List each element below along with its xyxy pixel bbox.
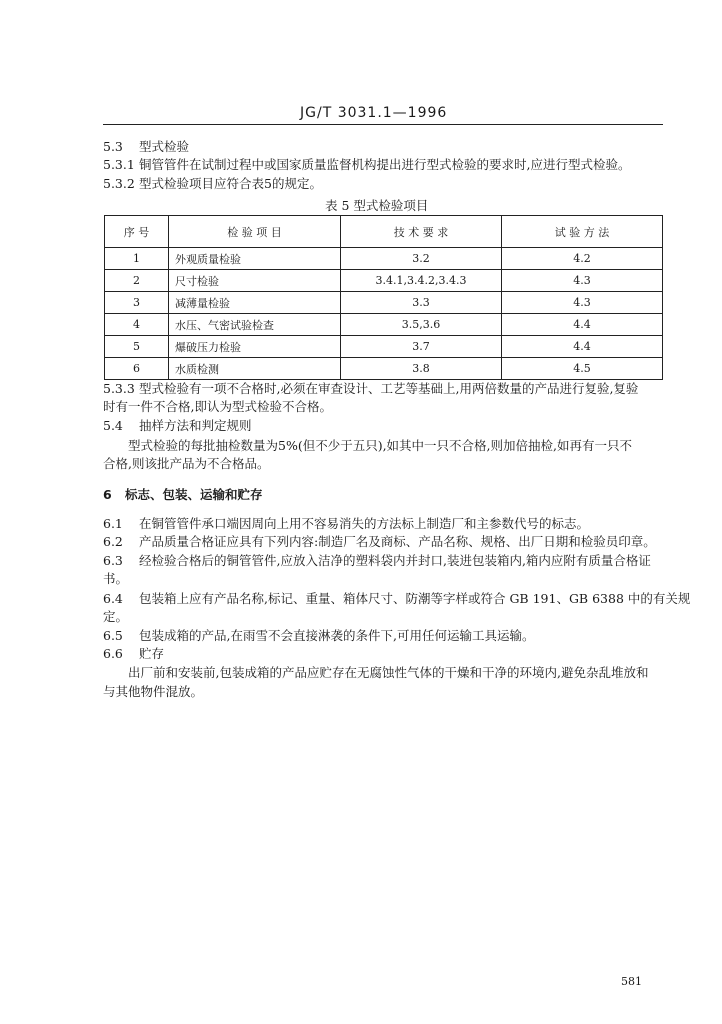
- table-row: [105, 248, 663, 270]
- inspection-items-table: [104, 215, 663, 380]
- page-number: 581: [621, 975, 642, 988]
- section-6-heading: 6 标志、包装、运输和贮存: [103, 487, 263, 502]
- header-rule: [103, 124, 663, 125]
- table-cell: 3.8: [341, 358, 502, 380]
- table-cell: 外观质量检验: [169, 248, 341, 270]
- section-6-4: 6.4 包装箱上应有产品名称,标记、重量、箱体尺寸、防潮等字样或符合 GB 191、GB 6388 中的有关规: [103, 591, 691, 606]
- section-5-3-3-cont: 时有一件不合格,即认为型式检验不合格。: [103, 399, 332, 414]
- table-cell: 3.4.1,3.4.2,3.4.3: [341, 270, 502, 292]
- table-cell: 4.3: [502, 292, 663, 314]
- table-row: [105, 336, 663, 358]
- table-cell: 5: [105, 336, 169, 358]
- table-row: [105, 314, 663, 336]
- section-6-2: 6.2 产品质量合格证应具有下列内容:制造厂名及商标、产品名称、规格、出厂日期和检验员印章。: [103, 534, 656, 549]
- table-cell: 水质检测: [169, 358, 341, 380]
- table-cell: 水压、气密试验检查: [169, 314, 341, 336]
- section-6-1: 6.1 在铜管管件承口端因周向上用不容易消失的方法标上制造厂和主参数代号的标志。: [103, 516, 590, 531]
- section-5-4: 5.4 抽样方法和判定规则: [103, 418, 252, 433]
- section-6-3-cont: 书。: [103, 571, 129, 586]
- table-cell: 3.5,3.6: [341, 314, 502, 336]
- table-cell: 4: [105, 314, 169, 336]
- table-row: [105, 292, 663, 314]
- table-cell: 3.3: [341, 292, 502, 314]
- section-5-3-2: 5.3.2 型式检验项目应符合表5的规定。: [103, 176, 322, 191]
- table-cell: 爆破压力检验: [169, 336, 341, 358]
- table-row: [105, 358, 663, 380]
- table-header-row: [105, 216, 663, 248]
- table-cell: 3.2: [341, 248, 502, 270]
- section-5-3-3: 5.3.3 型式检验有一项不合格时,必须在审查设计、工艺等基础上,用两倍数量的产品进行复验,复验: [103, 381, 639, 396]
- section-5-3: 5.3 型式检验: [103, 139, 190, 154]
- table-cell: 4.3: [502, 270, 663, 292]
- section-6-4-cont: 定。: [103, 609, 129, 624]
- table-caption: 表 5 型式检验项目: [325, 198, 429, 213]
- section-5-4-para: 型式检验的每批抽检数量为5%(但不少于五只),如其中一只不合格,则加倍抽检,如再有一只不: [128, 438, 633, 453]
- section-6-6: 6.6 贮存: [103, 646, 165, 661]
- table-cell: 尺寸检验: [169, 270, 341, 292]
- header-cell: 检 验 项 目: [169, 216, 341, 248]
- section-5-4-para-cont: 合格,则该批产品为不合格品。: [103, 456, 270, 471]
- section-6-3: 6.3 经检验合格后的铜管管件,应放入洁净的塑料袋内并封口,装进包装箱内,箱内应附有质量合格证: [103, 553, 651, 568]
- table-cell: 2: [105, 270, 169, 292]
- section-6-6-para: 出厂前和安装前,包装成箱的产品应贮存在无腐蚀性气体的干燥和干净的环境内,避免杂乱堆放和: [128, 665, 649, 680]
- section-6-5: 6.5 包装成箱的产品,在雨雪不会直接淋袭的条件下,可用任何运输工具运输。: [103, 628, 535, 643]
- standard-header: JG/T 3031.1—1996: [300, 105, 448, 121]
- table-cell: 4.5: [502, 358, 663, 380]
- section-5-3-1: 5.3.1 铜管管件在试制过程中或国家质量监督机构提出进行型式检验的要求时,应进行型式检验。: [103, 157, 631, 172]
- table-cell: 1: [105, 248, 169, 270]
- table-cell: 3: [105, 292, 169, 314]
- table-cell: 4.2: [502, 248, 663, 270]
- table-row: [105, 270, 663, 292]
- table-cell: 3.7: [341, 336, 502, 358]
- table-cell: 6: [105, 358, 169, 380]
- table-cell: 4.4: [502, 314, 663, 336]
- section-6-6-para-cont: 与其他物件混放。: [103, 684, 204, 699]
- table-cell: 减薄量检验: [169, 292, 341, 314]
- header-cell: 技 术 要 求: [341, 216, 502, 248]
- table-cell: 4.4: [502, 336, 663, 358]
- header-cell: 序 号: [105, 216, 169, 248]
- header-cell: 试 验 方 法: [502, 216, 663, 248]
